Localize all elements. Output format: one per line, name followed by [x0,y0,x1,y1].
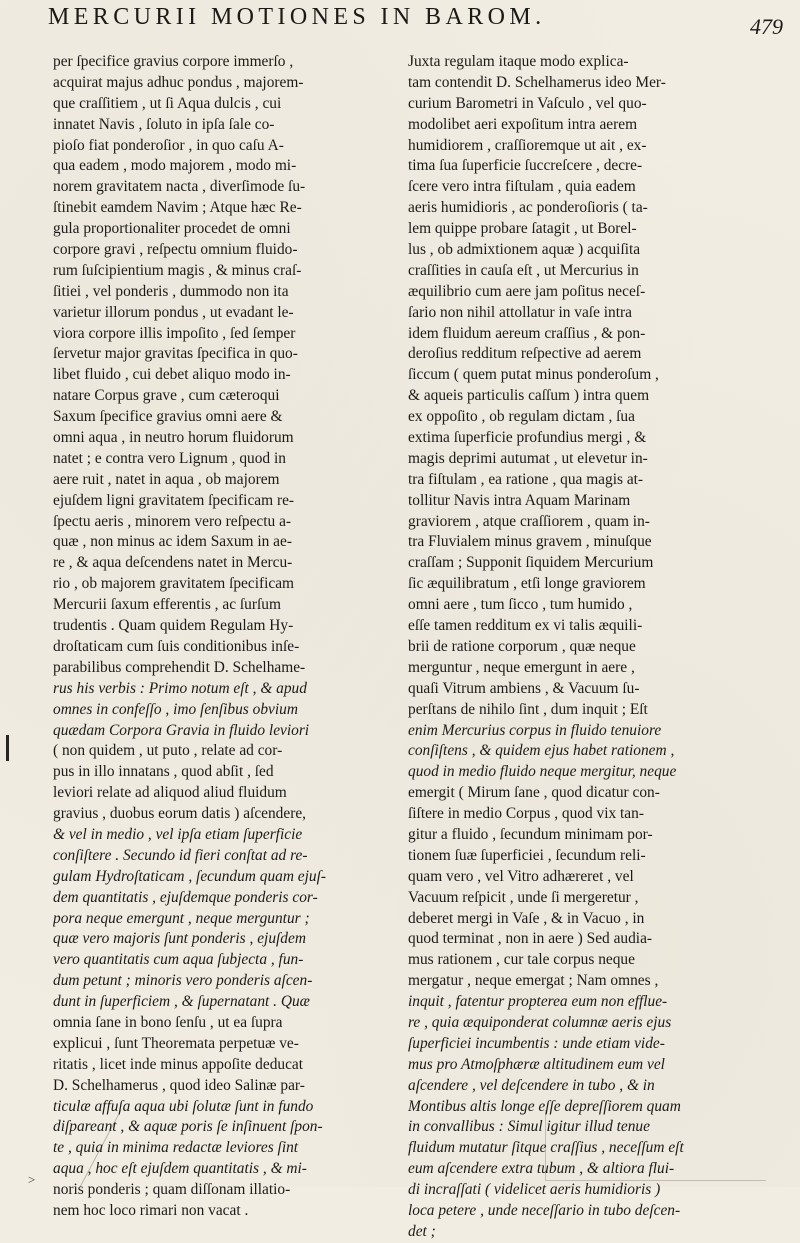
text-line: qua eadem , modo majorem , modo mi- [53,157,297,175]
text-line: rio , ob majorem gravitatem ſpecificam [53,575,295,593]
text-line: leviori relate ad aliquod aliud fluidum [53,784,287,802]
text-line: gula proportionaliter procedet de omni [53,220,291,238]
text-line: quam vero , vel Vitro adhæreret , vel [408,867,634,885]
text-line: dem quantitatis , ejuſdemque ponderis cor- [53,888,318,906]
text-line: Vacuum reſpicit , unde ſi mergeretur , [408,888,639,906]
text-line: te , quia in minima redactæ leviores ſint [53,1139,299,1157]
text-line: noris ponderis ; quam diſſonam illatio- [53,1181,291,1199]
text-line: deroſius redditum reſpective ad aerem [408,345,642,363]
text-line: & vel in medio , vel ipſa etiam ſuperficie [53,825,303,843]
text-line: rum ſuſcipientium magis , & minus craſ- [53,261,302,279]
text-line: eum aſcendere extra tubum , & altiora flui- [408,1160,675,1178]
text-line: di incraſſati ( videlicet aeris humidioris ) [408,1181,661,1199]
corner-mark: > [28,1172,36,1187]
text-line: lus , ob admixtionem aquæ ) acquiſita [408,241,641,259]
text-line: tra Fluvialem minus gravem , minuſque [408,533,652,551]
text-line: & aqueis particulis caſſum ) intra quem [408,387,650,405]
text-line: modolibet aeri expoſitum intra aerem [408,115,638,133]
text-line: tam contendit D. Schelhamerus ideo Mer- [408,73,666,91]
text-line: gulam Hydroſtaticam , ſecundum quam ejuſ- [53,867,326,885]
text-line: ex oppoſito , ob regulam dictam , ſua [408,408,635,426]
running-head: MERCURII MOTIONES IN BAROM. [48,4,546,30]
text-line: mergatur , neque emergat ; Nam omnes , [408,972,659,990]
text-line: emergit ( Mirum ſane , quod dicatur con- [408,784,660,802]
text-line: pora neque emergunt , neque merguntur ; [53,909,310,927]
text-line: omni aere , tum ſicco , tum humido , [408,596,633,614]
text-line: tionem ſuæ ſuperficiei , ſecundum reli- [408,846,646,864]
text-line: innatet Navis , ſoluto in ipſa ſale co- [53,115,275,133]
margin-ink-mark [6,735,9,761]
text-line: ſervetur major gravitas ſpecifica in quo- [53,345,298,363]
text-line: ſic æquilibratum , etſi longe graviorem [408,575,646,593]
text-line: conſiſtens , & quidem ejus habet rationem , [408,742,675,760]
text-line: humidiorem , craſſioremque ut ait , ex- [408,136,647,154]
text-line: vero quantitatis cum aqua ſubjecta , fun- [53,951,304,969]
text-line: trudentis . Quam quidem Regulam Hy- [53,617,294,635]
text-line: per ſpecifice gravius corpore immerſo , [53,53,294,70]
text-line: re , quia æquiponderat columnæ aeris ejus [408,1013,672,1031]
text-line: quaſi Vitrum ambiens , & Vacuum ſu- [408,679,640,697]
text-line: brii de ratione corporum , quæ neque [408,637,636,655]
right-column [408,52,764,1243]
text-line: mus rationem , cur tale corpus neque [408,951,635,969]
text-line: graviorem , atque craſſiorem , quam in- [408,512,650,530]
text-line: ſiſtere in medio Corpus , quod vix tan- [408,805,644,823]
text-line: quod terminat , non in aere ) Sed audia- [408,930,653,948]
text-line: ejuſdem ligni gravitatem ſpecificam re- [53,491,295,509]
text-line: explicui , ſunt Theoremata perpetuæ ve- [53,1034,299,1052]
text-line: ſpectu aeris , minorem vero reſpectu a- [53,512,292,530]
text-line: lem quippe probare ſatagit , ut Borel- [408,220,637,238]
text-line: re , & aqua deſcendens natet in Mercu- [53,554,293,572]
text-line: magis deprimi autumat , ut elevetur in- [408,449,648,467]
text-line: diſpareant , & aquæ poris ſe inſinuent ſpon- [53,1118,323,1136]
text-line: ticulæ affuſa aqua ubi ſolutæ ſunt in fundo [53,1097,314,1115]
text-line: varietur illorum pondus , ut evadant le- [53,303,294,321]
text-line: loca petere , unde neceſſario in tubo deſcen- [408,1201,681,1219]
text-line: dum petunt ; minoris vero ponderis aſcen- [53,972,313,990]
text-line: omnes in confeſſo , imo ſenſibus obvium [53,700,298,718]
text-line: ſitiei , vel ponderis , dummodo non ita [53,282,289,300]
text-line: tima ſua ſuperficie ſuccreſcere , decre- [408,157,643,175]
text-line: natet ; e contra vero Lignum , quod in [53,449,286,467]
text-line: aere ruit , natet in aqua , ob majorem [53,470,280,488]
text-line: tra fiſtulam , ea ratione , qua magis at- [408,470,644,488]
text-line: quædam Corpora Gravia in fluido leviori [53,721,310,739]
text-line: D. Schelhamerus , quod ideo Salinæ par- [53,1076,305,1094]
text-line: fluidum mutatur ſitque craſſius , neceſſum eſt [408,1139,684,1157]
text-line: det ; [408,1222,436,1240]
text-line: curium Barometri in Vaſculo , vel quo- [408,94,647,112]
text-line: natare Corpus grave , cum cæteroqui [53,387,280,405]
show-through-stroke [545,1110,766,1181]
text-line: perſtans de nihilo ſint , dum inquit ; Eſt [408,700,648,718]
text-line: corpore gravi , reſpectu omnium fluido- [53,241,298,259]
text-line: quæ , non minus ac idem Saxum in ae- [53,533,292,551]
text-line: tollitur Navis intra Aquam Marinam [408,491,631,509]
text-line: gravius , duobus eorum datis ) aſcendere, [53,805,307,823]
text-line: norem gravitatem nacta , diverſimode ſu- [53,178,306,196]
text-line: que craſſitiem , ut ſi Aqua dulcis , cui [53,94,282,112]
text-line: ritatis , licet inde minus appoſite deducat [53,1055,304,1073]
text-line: enim Mercurius corpus in fluido tenuiore [408,721,662,739]
text-line: ( non quidem , ut puto , relate ad cor- [53,742,283,760]
text-line: gitur a fluido , ſecundum minimam por- [408,825,653,843]
text-line: aqua , hoc eſt ejuſdem quantitatis , & mi- [53,1160,307,1178]
text-line: idem fluidum aereum craſſius , & pon- [408,324,646,342]
text-line: parabilibus comprehendit D. Schelhame- [53,658,306,676]
text-line: nem hoc loco rimari non vacat . [53,1201,249,1219]
text-line: ſiccum ( quem putat minus ponderoſum , [408,366,659,384]
left-column [53,52,409,1222]
text-line: inquit , fatentur propterea eum non efflue- [408,993,668,1011]
text-line: ſuperficiei incumbentis : unde etiam vide- [408,1034,665,1052]
text-line: conſiſtere . Secundo id fieri conſtat ad re- [53,846,308,864]
text-line: viora corpore illis impoſito , ſed ſemper [53,324,296,342]
text-line: Juxta regulam itaque modo explica- [408,53,629,70]
page-number: 479 [750,14,783,39]
text-line: Saxum ſpecifice gravius omni aere & [53,408,283,426]
text-line: droſtaticam cum ſuis conditionibus inſe- [53,637,300,655]
text-line: Montibus altis longe eſſe depreſſiorem quam [408,1097,681,1115]
text-line: aſcendere , vel deſcendere in tubo , & in [408,1076,655,1094]
text-line: omni aqua , in neutro horum fluidorum [53,429,294,447]
text-line: quæ vero majoris ſunt ponderis , ejuſdem [53,930,306,948]
text-line: ſtinebit eamdem Navim ; Atque hæc Re- [53,199,302,217]
text-line: omnia ſane in bono ſenſu , ut ea ſupra [53,1013,283,1031]
text-line: dunt in ſuperficiem , & ſupernatant . Quæ [53,993,310,1011]
text-line: aeris humidioris , ac ponderoſioris ( ta- [408,199,648,217]
text-line: pus in illo innatans , quod abſit , ſed [53,763,274,781]
text-line: pioſo fiat ponderoſior , in quo caſu A- [53,136,284,154]
text-line: craſſam ; Supponit ſiquidem Mercurium [408,554,654,572]
text-line: ſcere vero intra fiſtulam , quia eadem [408,178,636,196]
text-line: in convallibus : Simul igitur illud tenue [408,1118,650,1136]
text-line: mus pro Atmoſphæræ altitudinem eum vel [408,1055,665,1073]
text-line: rus his verbis : Primo notum eſt , & apud [53,679,307,697]
text-line: deberet mergi in Vaſe , & in Vacuo , in [408,909,645,927]
text-line: eſſe tamen redditum ex vi talis æquili- [408,617,643,635]
text-line: libet fluido , cui debet aliquo modo in- [53,366,291,384]
text-line: acquirat majus adhuc pondus , majorem- [53,73,304,91]
text-line: extima ſuperficie profundius mergi , & [408,429,647,447]
text-line: quod in medio fluido neque mergitur, neque [408,763,677,781]
text-line: merguntur , neque emergunt in aere , [408,658,635,676]
text-line: Mercurii ſaxum efferentis , ac ſurſum [53,596,281,614]
text-line: ſario non nihil attollatur in vaſe intra [408,303,632,321]
text-line: æquilibrio cum aere jam poſitus neceſ- [408,282,646,300]
text-line: craſſities in cauſa eſt , ut Mercurius in [408,261,639,279]
